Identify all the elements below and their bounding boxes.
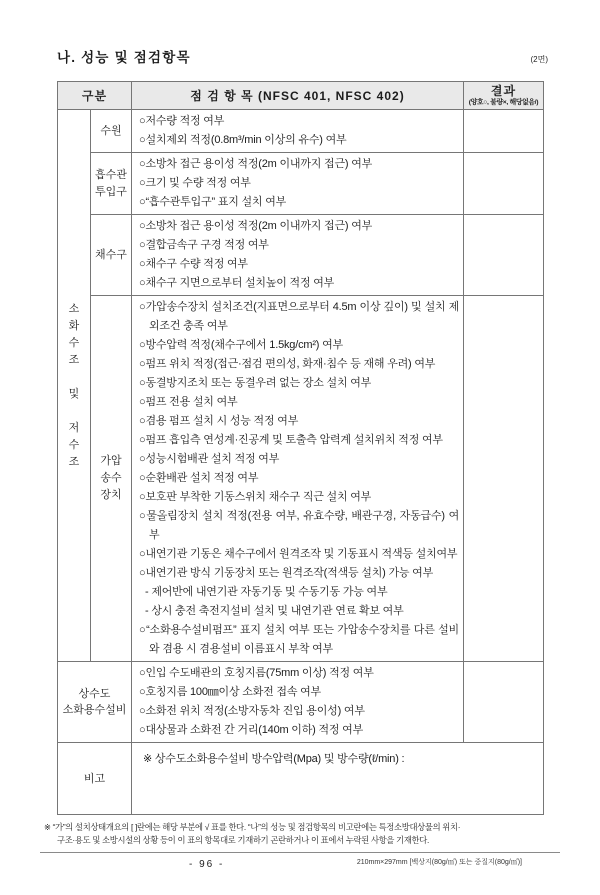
group-label-char: 조 — [68, 455, 80, 468]
footnote-line: ※ “가”의 설치상태개요의 [ ]란에는 해당 부분에 √ 표를 한다. “나”의 성능 및 점검항목의 비고란에는 특정소방대상물의 위치· — [44, 822, 461, 832]
checklist-item: ○대상물과 소화전 간 거리(140m 이하) 적정 여부 — [139, 724, 364, 736]
group-label-cell — [58, 110, 91, 662]
footnote-line: 구조·용도 및 소방시설의 상황 등이 이 표의 항목대로 기재하기 곤란하거나 이 표에서 누락된 사항을 기재한다. — [57, 834, 429, 845]
table-row — [58, 215, 544, 296]
group-label-char — [58, 369, 90, 386]
checklist-item: ○펌프 위치 적정(접근·점검 편의성, 화재·침수 등 재해 우려) 여부 — [139, 358, 436, 370]
checklist-item: ○보호판 부착한 기동스위치 채수구 직근 설치 여부 — [139, 491, 372, 503]
table-row — [58, 662, 544, 743]
header-category: 구분 — [58, 82, 132, 110]
inspection-table — [57, 81, 544, 815]
checklist-item: ○채수구 수량 적정 여부 — [139, 258, 248, 270]
result-cell — [464, 296, 544, 662]
checklist-item: ○내연기관 기동은 채수구에서 원격조작 및 기동표시 적색등 설치여부 — [139, 548, 458, 560]
table-header-row — [58, 82, 544, 110]
table-row — [58, 110, 544, 153]
section-label-line: 흡수관 — [95, 168, 127, 181]
section-label-cell — [91, 153, 132, 215]
title-row — [57, 46, 548, 66]
group-label-char: 수 — [68, 438, 80, 451]
group-label-char: 저 — [68, 421, 80, 434]
section-label-cell — [91, 215, 132, 296]
result-cell — [464, 215, 544, 296]
section-label-cell — [58, 662, 132, 743]
group-label-char: 수 — [68, 336, 80, 349]
checklist-item: ○“소화용수설비펌프” 표지 설치 여부 또는 가압송수장치를 다른 설비와 겸용 시 겸용설비 이름표시 부착 여부 — [139, 624, 459, 655]
checklist-item: ○저수량 적정 여부 — [139, 115, 225, 127]
checklist-item: ○크기 및 수량 적정 여부 — [139, 177, 251, 189]
checklist-item: ○가압송수장치 설치조건(지표면으로부터 4.5m 이상 깊이) 및 설치 제외조건 충족 여부 — [139, 301, 459, 332]
result-cell — [464, 153, 544, 215]
items-cell — [132, 662, 464, 743]
section-label-line: 송수 — [100, 472, 122, 484]
checklist-item: - 상시 충전 축전지설비 설치 및 내연기관 연료 확보 여부 — [145, 605, 404, 617]
checklist-item: ○소화전 위치 적정(소방자동차 진입 용이성) 여부 — [139, 705, 365, 717]
header-result-legend: (양호○, 불량×, 해당없음/) — [468, 99, 539, 106]
section-label-line: 투입구 — [95, 185, 127, 198]
checklist-item: ○“흡수관투입구” 표지 설치 여부 — [139, 196, 287, 208]
section-label-line: 채수구 — [95, 248, 127, 261]
table-row — [58, 743, 544, 815]
result-cell — [464, 662, 544, 743]
group-label-char: 및 — [68, 387, 80, 400]
checklist-item: ○성능시험배관 설치 적정 여부 — [139, 453, 280, 465]
items-cell — [132, 153, 464, 215]
section-label-line: 상수도 — [78, 688, 111, 700]
checklist-item: ○물올림장치 설치 적정(전용 여부, 유효수량, 배관구경, 자동급수) 여부 — [139, 510, 459, 541]
section-label-cell — [91, 110, 132, 153]
bottom-divider — [40, 852, 560, 853]
footnote — [44, 821, 556, 846]
section-label-line: 수원 — [100, 124, 122, 137]
checklist-item: ○소방차 접근 용이성 적정(2m 이내까지 접근) 여부 — [139, 158, 373, 170]
header-result — [464, 82, 544, 110]
group-label-char: 소 — [68, 302, 80, 315]
checklist-item: ○결합금속구 구경 적정 여부 — [139, 239, 269, 251]
checklist-item: ○채수구 지면으로부터 설치높이 적정 여부 — [139, 277, 335, 289]
page-title: 나. 성능 및 점검항목 — [57, 50, 191, 65]
result-cell — [464, 110, 544, 153]
section-label-line: 장치 — [100, 489, 122, 501]
checklist-item: ○방수압력 적정(채수구에서 1.5kg/cm²) 여부 — [139, 339, 343, 351]
checklist-item: ○소방차 접근 용이성 적정(2m 이내까지 접근) 여부 — [139, 220, 373, 232]
paper-spec-label: 210mm×297mm [백상지(80g/㎡) 또는 중질지(80g/㎡)] — [356, 859, 522, 866]
checklist-item: ○내연기관 방식 기동장치 또는 원격조작(적색등 설치) 가능 여부 — [139, 567, 434, 579]
group-label-char: 화 — [68, 319, 80, 332]
page-number: - 96 - — [189, 859, 225, 870]
table-row — [58, 153, 544, 215]
checklist-item: ○펌프 전용 설치 여부 — [139, 396, 238, 408]
checklist-item: ○호칭지름 100㎜이상 소화전 접속 여부 — [139, 686, 321, 698]
items-cell — [132, 296, 464, 662]
checklist-item: ○인입 수도배관의 호칭지름(75mm 이상) 적정 여부 — [139, 667, 374, 679]
document-page — [0, 46, 600, 895]
group-label-char — [58, 403, 90, 420]
remarks-content-cell — [132, 743, 544, 815]
remarks-text: ※ 상수도소화용수설비 방수압력(Mpa) 및 방수량(ℓ/min) : — [143, 753, 405, 765]
items-cell — [132, 110, 464, 153]
table-row — [58, 296, 544, 662]
checklist-item: - 제어반에 내연기관 자동기동 및 수동기동 가능 여부 — [145, 586, 388, 598]
checklist-item: ○겸용 펌프 설치 시 성능 적정 여부 — [139, 415, 299, 427]
header-items: 점 검 항 목 (NFSC 401, NFSC 402) — [132, 82, 464, 110]
section-label-line: 소화용수설비 — [62, 704, 127, 716]
page-footer — [0, 857, 600, 873]
header-result-title: 결과 — [490, 84, 517, 98]
checklist-item: ○설치제외 적정(0.8m³/min 이상의 유수) 여부 — [139, 134, 347, 146]
checklist-item: ○동결방지조치 또는 동결우려 없는 장소 설치 여부 — [139, 377, 372, 389]
checklist-item: ○펌프 흡입측 연성계·진공계 및 토출측 압력계 설치위치 적정 여부 — [139, 434, 443, 446]
items-cell — [132, 215, 464, 296]
sheet-number-label: (2면) — [530, 55, 548, 64]
checklist-item: ○순환배관 설치 적정 여부 — [139, 472, 259, 484]
section-label-line: 가압 — [100, 455, 122, 467]
remarks-label-cell: 비고 — [58, 743, 132, 815]
group-label-char: 조 — [68, 353, 80, 366]
section-label-cell — [91, 296, 132, 662]
